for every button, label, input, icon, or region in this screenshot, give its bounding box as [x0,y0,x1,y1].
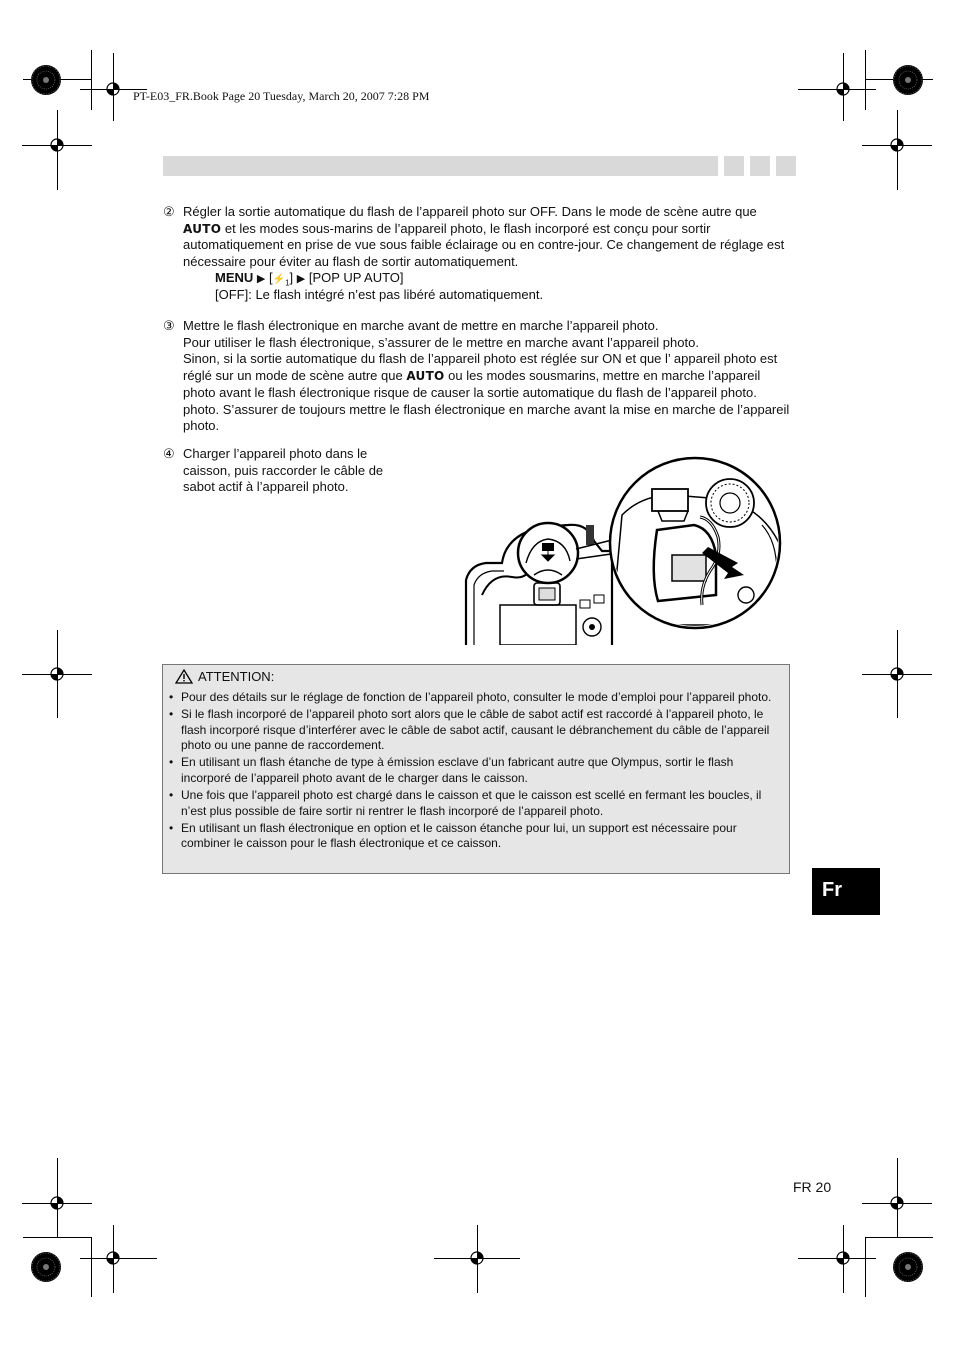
off-option-text: [OFF]: Le flash intégré n’est pas libéré automatiquement. [215,287,544,302]
step-2-number: ② [163,204,175,219]
list-item: • En utilisant un flash électronique en option et le caisson étanche pour lui, un support est nécessaire pour combiner le caisson pour le flash électronique et ce caisson. [169,821,784,852]
step-3-line2: Pour utiliser le flash électronique, s’assurer de le mettre en marche avant l’appareil photo. [183,334,699,350]
print-header: PT-E03_FR.Book Page 20 Tuesday, March 20, 2007 7:28 PM [133,89,430,103]
step-3-text [183,318,793,435]
attention-list [169,690,784,853]
list-item: • Une fois que l’appareil photo est chargé dans le caisson et que le caisson est scellé en fermant les boucles, il n’est plus possible de faire sortir ni rentrer le flash incorporé de l’appareil photo. [169,788,784,819]
section-tab-3 [776,156,796,176]
warning-triangle-icon [175,669,193,684]
menu-label: MENU [215,270,254,285]
step-3-number: ③ [163,318,175,333]
section-bar [163,156,718,176]
step-3-line1: Mettre le flash électronique en marche avant de mettre en marche l’appareil photo. [183,318,659,333]
page-number: FR 20 [793,1179,832,1195]
language-tab: Fr [812,868,880,915]
list-item: • Pour des détails sur le réglage de fonction de l’appareil photo, consulter le mode d’emploi pour l’appareil photo. [169,690,784,706]
attention-title: ATTENTION: [198,669,275,684]
auto-mode-label: AUTO [406,369,445,384]
auto-mode-label: AUTO [183,221,222,236]
section-tab-1 [724,156,744,176]
arrow-right-icon: ▶ [256,273,266,285]
step-3-line3a: Sinon, si la sortie automatique du flash de l’appareil photo est réglée sur ON et que l’ appareil photo est réglé sur un mode de scène autre que [183,351,778,384]
flash-menu-icon: $[⚡_1]$ [269,270,294,288]
attention-box [162,664,790,874]
step-4-text: Charger l’appareil photo dans le caisson, puis raccorder le câble de sabot actif à l’appareil photo. [183,446,384,495]
list-item: • En utilisant un flash étanche de type à émission esclave d’un fabricant autre que Olympus, sortir le flash incorporé de l’appareil photo avant de le charger dans le caisson. [169,755,784,786]
list-item: • Si le flash incorporé de l’appareil photo sort alors que le câble de sabot actif est raccordé à l’appareil photo, le flash incorporé risque d’interférer avec le câble de sabot actif, causant le débranchement du câble de l’appareil photo ou une panne de raccordement. [169,707,784,754]
camera-housing-illustration [462,455,784,645]
menu-path [215,270,404,288]
arrow-right-icon: ▶ [296,273,306,285]
step-3-line3b: ou les modes sousmarins, mettre en marche l’appareil photo avant le flash électronique risque de causer la sortie automatique du flash de l’appareil photo. photo. S’assurer de toujours mettre le flash électronique en marche avant la mise en marche de l’appareil photo. [183,368,790,434]
section-tab-2 [750,156,770,176]
step-2-line1: Régler la sortie automatique du flash de l’appareil photo sur OFF. Dans le mode de scène autre que [183,204,757,219]
step-2-text [183,204,793,271]
step-2-rest: et les modes sous-marins de l’appareil photo, le flash incorporé est conçu pour sortir automatiquement en prise de vue sous faible éclairage ou en contre-jour. Ce changement de réglage est nécessaire pour éviter au flash de sortir automatiquement. [183,220,785,270]
menu-target: [POP UP AUTO] [308,270,404,285]
step-4-number: ④ [163,446,175,461]
